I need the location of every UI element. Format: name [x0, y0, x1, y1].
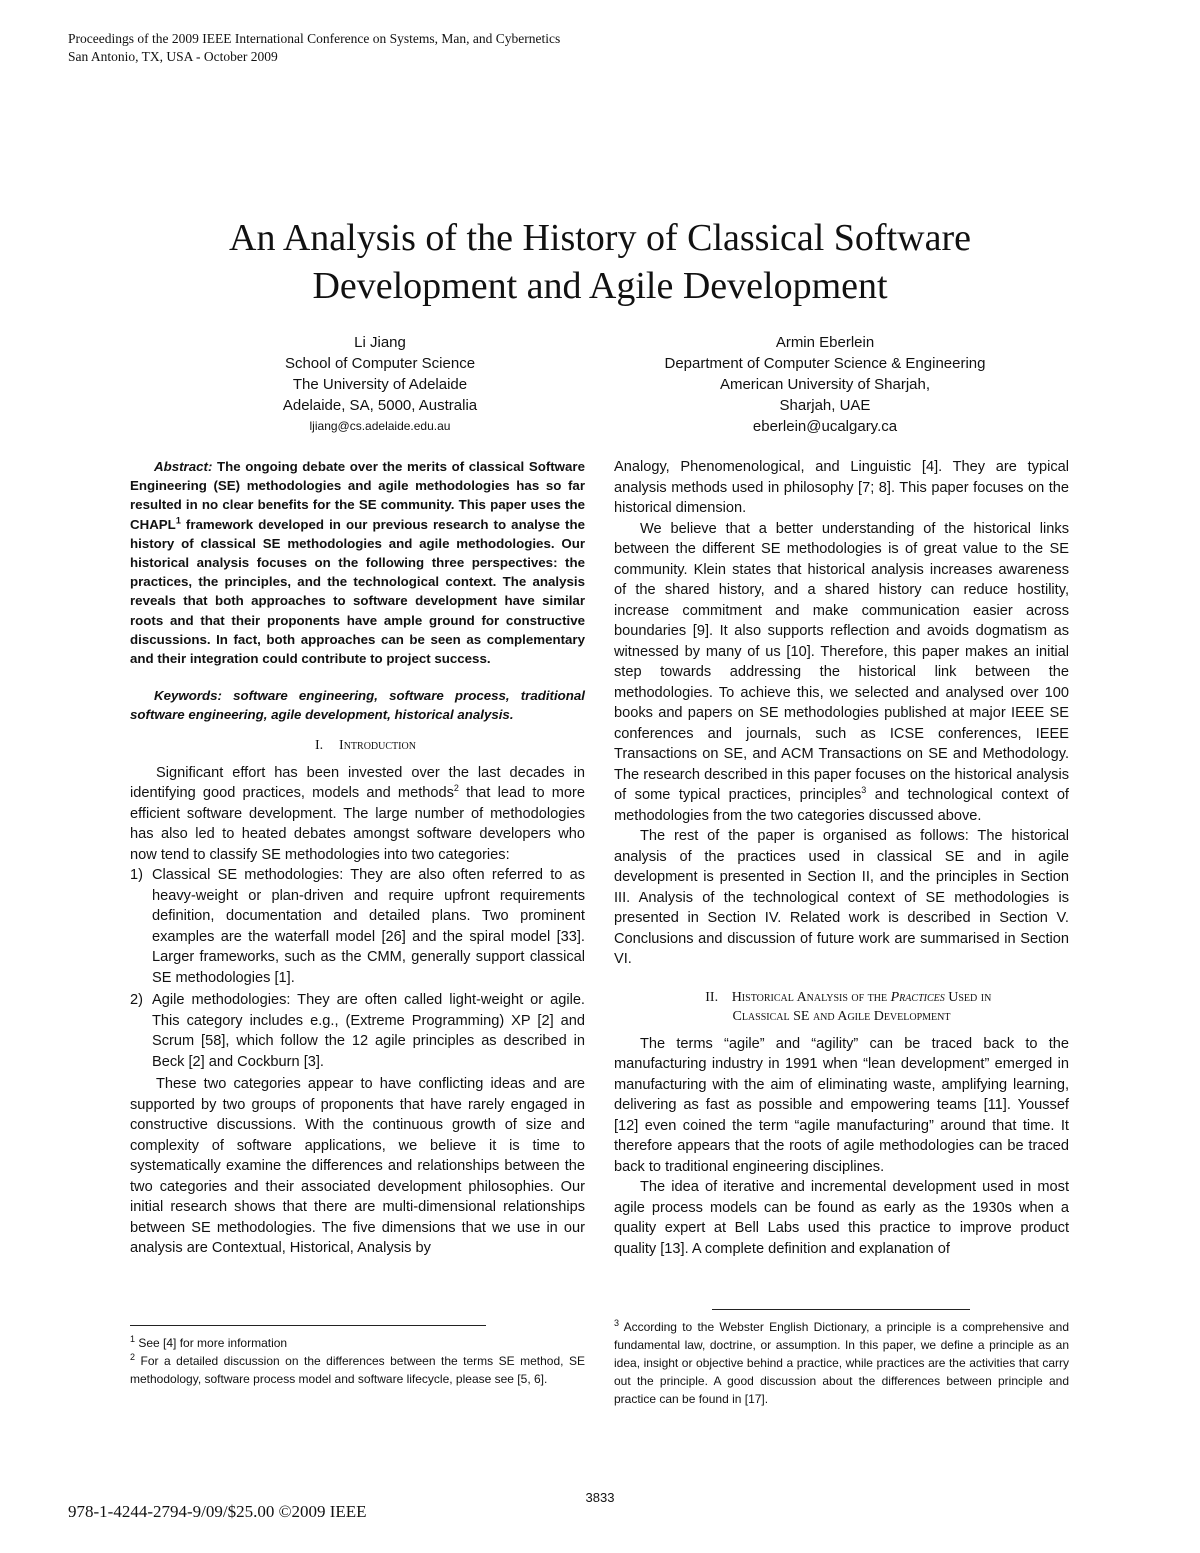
section-number: I.: [314, 737, 324, 753]
footnote-1: [130, 1334, 585, 1352]
author-address: Sharjah, UAE: [779, 397, 871, 414]
right-column: [614, 457, 1069, 1259]
section-heading-historical-practices: [614, 988, 1069, 1026]
paper-title: [0, 214, 1200, 310]
title-line-1: An Analysis of the History of Classical Software: [229, 217, 971, 259]
footnote-text: According to the Webster English Dictionary, a principle is a comprehensive and fundamental law, doctrine, or assumption. In this paper, we define a principle as an idea, insight or objective behind a practice, while practices are the activities that carry out the principle. A good discussion about the differences between principle and practice can be found in [17].: [614, 1320, 1069, 1406]
section-title-italic: Practices: [890, 989, 945, 1005]
conference-line-1: Proceedings of the 2009 IEEE International Conference on Systems, Man, and Cybernetics: [68, 31, 561, 46]
keywords: Keywords: software engineering, software process, traditional software engineering, agile development, historical analysis.: [130, 688, 585, 723]
author-block-1: [170, 332, 590, 437]
page-number: 3833: [585, 1490, 615, 1505]
paragraph-text-part-1: We believe that a better understanding of the historical links between the different SE methodologies is of great value to the SE community. Klein states that historical analysis increases awareness of the shared history, and a shared history can reduce hostility, increase commitment and make communication easier across boundaries [9]. It also supports reflection and avoids dogmatism as witnessed by many of us [10]. Therefore, this paper makes an initial step towards addressing the historical link between the methodologies. To achieve this, we selected and analysed over 100 books and papers on SE methodologies published at major IEEE SE conferences and journals, such as ICSE conferences, IEEE Transactions on SE, and ACM Transactions on SE and Methodology. The research described in this paper focuses on the historical analysis of some typical practices, principles: [614, 520, 1069, 803]
footnote-number: 1: [130, 1334, 136, 1344]
abstract: [130, 457, 585, 668]
title-line-2: Development and Agile Development: [312, 265, 888, 307]
category-list: [130, 865, 585, 1072]
paragraph-text-part-2: that lead to more efficient software development. The large number of methodologies has also led to heated debates amongst software developers who now tend to classify SE methodologies into two categories:: [130, 785, 585, 863]
author-email: ljiang@cs.adelaide.edu.au: [309, 419, 451, 433]
footnote-text: For a detailed discussion on the differences between the terms SE method, SE methodology, software process model and software lifecycle, please see [5, 6].: [130, 1354, 585, 1386]
intro-paragraph-1: [130, 763, 585, 866]
list-marker: 2): [130, 992, 143, 1009]
section-heading-line-2: Classical SE and Agile Development: [732, 1008, 951, 1024]
paragraph-text-part-2: and technological context of methodologies from the two categories discussed above.: [614, 787, 1069, 824]
conference-header: [68, 30, 560, 66]
list-item-text: Classical SE methodologies: They are also often referred to as heavy-weight or plan-driven and require upfront requirements definition, documentation and detailed plans. Two prominent examples are the waterfall model [26] and the spiral model [33]. Larger frameworks, such as the CMM, generally support classical SE methodologies [1].: [152, 867, 585, 986]
abstract-text-part-1: The ongoing debate over the merits of classical Software Engineering (SE) methodologies and agile methodologies has so far resulted in no clear benefits for the SE community. This paper uses the CHAPL: [130, 459, 585, 532]
copyright-notice: 978-1-4244-2794-9/09/$25.00 ©2009 IEEE: [68, 1502, 367, 1521]
section-title-part-1: Historical Analysis of the: [731, 989, 891, 1005]
author-address: Adelaide, SA, 5000, Australia: [282, 397, 478, 414]
author-department: Department of Computer Science & Engineering: [664, 355, 986, 372]
section-heading-line-1: [614, 988, 1069, 1007]
abstract-text-part-2: framework developed in our previous research to analyse the history of classical SE methodologies and agile methodologies. Our historical analysis focuses on the following three perspectives: the practices, the principles, and the technological context. The analysis reveals that both approaches to software development have similar roots and that their proponents have ample ground for constructive discussions. In fact, both approaches can be seen as complementary and their integration could contribute to project success.: [130, 516, 585, 667]
footnote-text: See [4] for more information: [138, 1336, 288, 1350]
section-title-part-2: Used in: [944, 989, 992, 1005]
author-name: Armin Eberlein: [775, 334, 875, 351]
author-name: Li Jiang: [354, 334, 406, 351]
footnotes-right: [614, 1318, 1069, 1408]
author-department: School of Computer Science: [284, 355, 476, 372]
footnote-number: 3: [614, 1318, 620, 1328]
intro-paragraph-5: The rest of the paper is organised as follows: The historical analysis of the practices used in classical SE and in agile development is presented in Section II, and the principles in Section III. Analysis of the technological context of SE methodologies is presented in Section IV. Related work is described in Section V. Conclusions and discussion of future work are summarised in Section VI.: [614, 828, 1069, 967]
intro-paragraph-2: These two categories appear to have conflicting ideas and are supported by two groups of proponents that have rarely engaged in constructive discussions. With the continuous growth of size and complexity of software applications, we believe it is time to systematically examine the differences and relationships between the two categories and their associated development philosophies. Our initial research shows that there are multi-dimensional relationships between SE methodologies. The five dimensions that we use in our analysis are Contextual, Historical, Analysis by: [130, 1076, 585, 1257]
author-block-2: [610, 332, 1040, 437]
footnote-3: [614, 1318, 1069, 1408]
section-heading-introduction: [130, 736, 585, 755]
abstract-label: Abstract:: [154, 459, 213, 474]
footnotes-left: [130, 1334, 585, 1388]
author-university: American University of Sharjah,: [719, 376, 931, 393]
footnote-mark: 3: [861, 785, 867, 796]
footnote-divider-right: [712, 1309, 970, 1310]
section2-paragraph-1: The terms “agile” and “agility” can be traced back to the manufacturing industry in 1991 when “lean development” emerged in manufacturing with the aim of eliminating waste, amplifying learning, delivering as fast as possible and empowering teams [11]. Youssef [12] even coined the term “agile manufacturing” around that time. It therefore appears that the roots of agile methodologies can be traced back to traditional engineering disciplines.: [614, 1035, 1069, 1175]
list-item-text: Agile methodologies: They are often called light-weight or agile. This category includes e.g., (Extreme Programming) XP [2] and Scrum [58], which follow the 12 agile principles as described in Beck [2] and Cockburn [3].: [152, 992, 585, 1070]
footnote-number: 2: [130, 1352, 136, 1362]
section2-paragraph-2: The idea of iterative and incremental development used in most agile process models can be found as early as the 1930s when a quality expert at Bell Labs used this practice to improve product quality [13]. A complete definition and explanation of: [614, 1179, 1069, 1257]
section-number: II.: [705, 989, 719, 1005]
intro-paragraph-4: [614, 519, 1069, 827]
footnote-divider-left: [130, 1325, 486, 1326]
footnote-mark: 2: [453, 783, 459, 794]
paragraph-text-part-1: Significant effort has been invested over the last decades in identifying good practices, models and methods: [130, 764, 585, 802]
author-email: eberlein@ucalgary.ca: [752, 418, 898, 435]
footnote-2: [130, 1352, 585, 1388]
section-title: Introduction: [339, 737, 416, 753]
left-column: [130, 457, 585, 1259]
list-item: [130, 990, 585, 1072]
author-university: The University of Adelaide: [292, 376, 468, 393]
footnote-mark: 1: [175, 515, 181, 526]
list-marker: 1): [130, 867, 143, 884]
list-item: [130, 865, 585, 988]
conference-line-2: San Antonio, TX, USA - October 2009: [68, 49, 278, 64]
intro-paragraph-3: Analogy, Phenomenological, and Linguistic [4]. They are typical analysis methods used in philosophy [7; 8]. This paper focuses on the historical dimension.: [614, 459, 1069, 516]
